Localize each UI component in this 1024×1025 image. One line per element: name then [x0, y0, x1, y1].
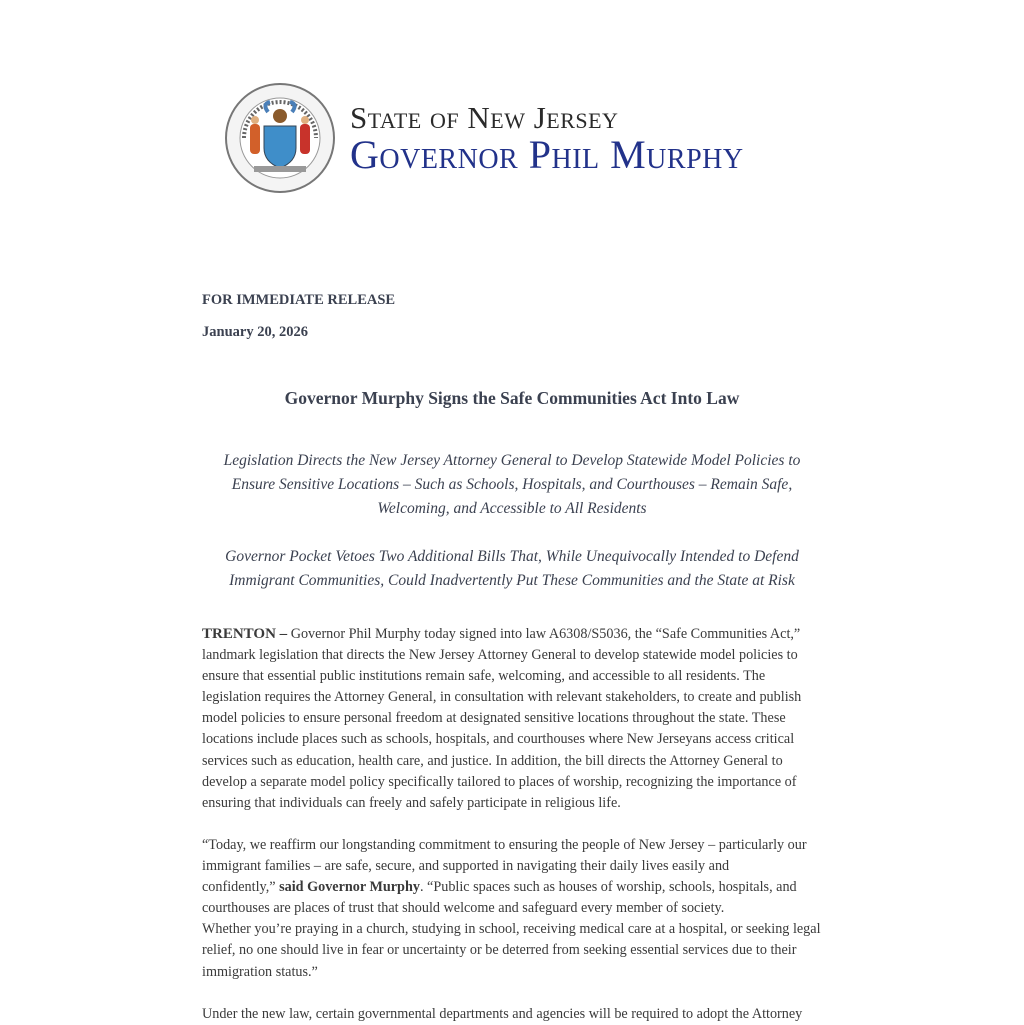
paragraph-line — [202, 898, 842, 919]
paragraph-line — [202, 793, 842, 814]
text-segment: legislation requires the Attorney General, in consultation with relevant stakeholders, to create and publish — [202, 689, 802, 706]
paragraph-line — [202, 645, 842, 666]
bold-text: TRENTON – — [202, 626, 288, 642]
paragraph-line — [202, 708, 842, 729]
paragraph-line — [202, 919, 842, 940]
subtitle-2 — [200, 545, 824, 593]
subtitle-1 — [200, 449, 824, 521]
paragraph-line — [202, 687, 842, 708]
header-logo — [224, 82, 744, 194]
text-segment: landmark legislation that directs the New Jersey Attorney General to develop statewide model policies to — [202, 647, 798, 664]
subtitle-line: Immigrant Communities, Could Inadvertently Put These Communities and the State at Risk — [229, 572, 795, 589]
text-segment: Whether you’re praying in a church, studying in school, receiving medical care at a hospital, or seeking legal — [202, 921, 821, 938]
paragraph-line — [202, 835, 842, 856]
paragraph-line — [202, 772, 842, 793]
logo-governor-name: Governor Phil Murphy — [350, 131, 744, 177]
page-title: Governor Murphy Signs the Safe Communities Act Into Law — [284, 388, 740, 408]
logo-state-name: State of New Jersey — [350, 99, 619, 135]
bold-text: said Governor Murphy — [279, 879, 420, 896]
subtitle-line: Ensure Sensitive Locations – Such as Schools, Hospitals, and Courthouses – Remain Safe, — [231, 476, 793, 493]
release-label: FOR IMMEDIATE RELEASE — [202, 292, 396, 308]
text-segment: immigration status.” — [202, 963, 318, 980]
text-segment: Under the new law, certain governmental departments and agencies will be required to adopt the Attorney — [202, 1006, 803, 1022]
text-segment: Governor Phil Murphy today signed into law A6308/S5036, the “Safe Communities Act,” — [287, 626, 801, 642]
paragraph-line — [202, 962, 842, 983]
paragraph-2 — [202, 835, 842, 983]
text-segment: ensuring that individuals can freely and safely participate in religious life. — [202, 794, 621, 811]
text-segment: immigrant families – are safe, secure, and supported in navigating their daily lives easily and — [202, 858, 730, 875]
subtitle-line: Legislation Directs the New Jersey Attorney General to Develop Statewide Model Policies to — [223, 452, 801, 469]
text-segment: relief, no one should live in fear or uncertainty or be deterred from seeking essential services due to their — [202, 942, 797, 959]
paragraph-line — [202, 751, 842, 772]
paragraph-1 — [202, 624, 842, 814]
text-segment: ensure that essential public institutions remain safe, welcoming, and accessible to all residents. The — [202, 668, 766, 685]
paragraph-line — [202, 1004, 842, 1025]
text-segment: “Today, we reaffirm our longstanding commitment to ensuring the people of New Jersey – particularly our — [202, 837, 807, 853]
subtitle-line: Welcoming, and Accessible to All Residents — [377, 500, 647, 517]
subtitle-line: Governor Pocket Vetoes Two Additional Bills That, While Unequivocally Intended to Defend — [225, 548, 799, 565]
text-segment: model policies to ensure personal freedom at designated sensitive locations throughout the state. These — [202, 710, 786, 727]
text-segment: courthouses are places of trust that should welcome and safeguard every member of society. — [202, 900, 725, 917]
text-segment: locations include places such as schools, hospitals, and courthouses where New Jerseyans access critical — [202, 731, 795, 748]
text-segment: . “Public spaces such as houses of worship, schools, hospitals, and — [419, 879, 797, 896]
text-segment: services such as education, health care, and justice. In addition, the bill directs the Attorney General to — [202, 752, 783, 769]
text-segment: confidently,” — [202, 879, 280, 896]
paragraph-line — [202, 624, 842, 645]
text-segment: develop a separate model policy specifically tailored to places of worship, recognizing the importance of — [202, 773, 797, 790]
paragraph-line — [202, 729, 842, 750]
paragraph-3 — [202, 1004, 842, 1025]
new-jersey-seal-icon — [224, 82, 336, 194]
release-date: January 20, 2026 — [202, 324, 308, 340]
paragraph-line — [202, 856, 842, 877]
paragraph-line — [202, 877, 842, 898]
paragraph-line — [202, 666, 842, 687]
paragraph-line — [202, 940, 842, 961]
